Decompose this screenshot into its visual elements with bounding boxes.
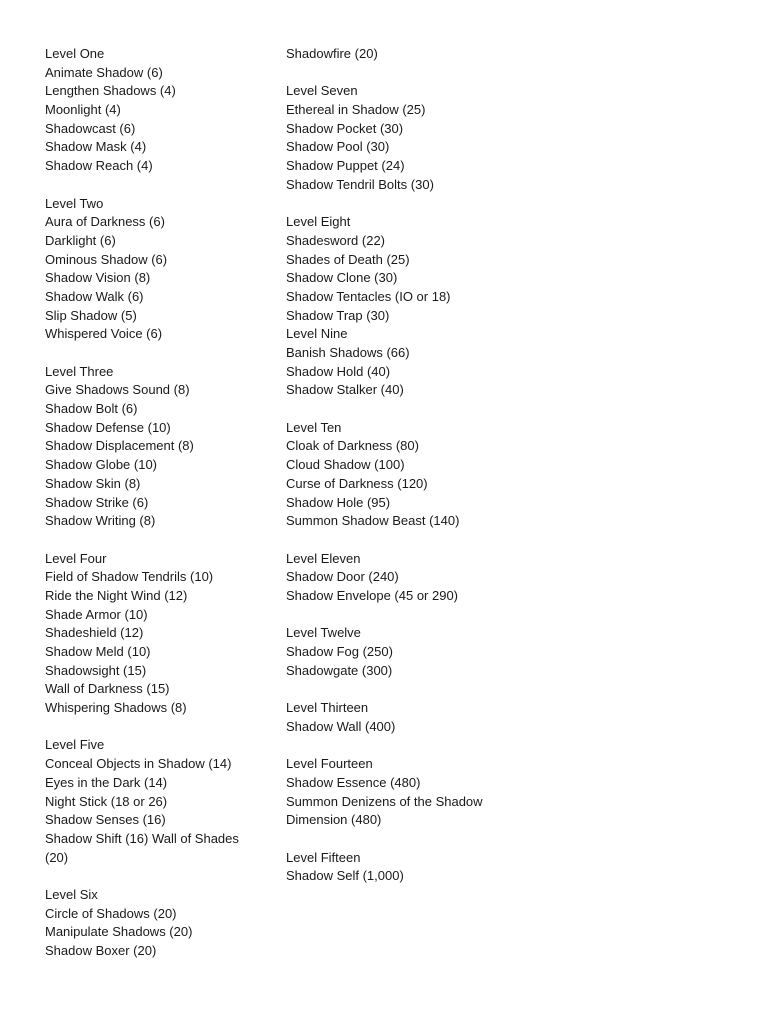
spell-entry: Shadow Pool (30) <box>286 139 390 155</box>
spell-entry: Shadow Displacement (8) <box>45 438 194 454</box>
level-heading: Level One <box>45 46 105 61</box>
spell-entry: Dimension (480) <box>286 812 382 828</box>
spell-entry: Shadow Vision (8) <box>45 270 151 286</box>
blank-line <box>286 606 516 625</box>
spell-entry: Shadow Walk (6) <box>45 288 144 304</box>
spell-entry: Night Stick (18 or 26) <box>45 793 168 809</box>
spell-entry: Shadow Stalker (40) <box>286 382 404 398</box>
spell-entry: Animate Shadow (6) <box>45 64 163 80</box>
spell-entry: Shadow Senses (16) <box>45 812 166 828</box>
spell-entry: Shadow Tentacles (IO or 18) <box>286 288 451 304</box>
blank-line <box>286 680 516 699</box>
spell-entry: Shade Armor (10) <box>45 606 148 622</box>
spell-entry: Shadow Self (1,000) <box>286 868 404 884</box>
spell-entry: Shadow Clone (30) <box>286 270 398 286</box>
level-heading: Level Nine <box>286 326 348 342</box>
spell-entry: Shadow Mask (4) <box>45 139 147 155</box>
spell-entry: Shadow Trap (30) <box>286 307 390 323</box>
level-heading: Level Two <box>45 195 104 211</box>
spell-entry: Shadowfire (20) <box>286 46 378 61</box>
spell-entry: Shadow Wall (400) <box>286 718 396 734</box>
spell-entry: Field of Shadow Tendrils (10) <box>45 569 214 585</box>
blank-line <box>45 531 275 550</box>
right-column <box>286 45 516 886</box>
spell-entry: Shadeshield (12) <box>45 625 144 641</box>
spell-entry: Ride the Night Wind (12) <box>45 587 188 603</box>
spell-entry: Aura of Darkness (6) <box>45 214 165 230</box>
spell-entry: Wall of Darkness (15) <box>45 681 170 697</box>
spell-entry: Shadow Skin (8) <box>45 475 141 491</box>
blank-line <box>45 718 275 737</box>
blank-line <box>286 736 516 755</box>
blank-line <box>286 64 516 83</box>
spell-entry: Shadowsight (15) <box>45 662 147 678</box>
spell-entry: Shadow Defense (10) <box>45 419 171 435</box>
blank-line <box>286 830 516 849</box>
spell-entry: Eyes in the Dark (14) <box>45 774 168 790</box>
spell-entry: Shadow Hold (40) <box>286 363 391 379</box>
left-column <box>45 45 275 961</box>
blank-line <box>286 400 516 419</box>
level-heading: Level Six <box>45 886 98 902</box>
level-heading: Level Eight <box>286 214 351 230</box>
blank-line <box>45 867 275 886</box>
level-heading: Level Twelve <box>286 625 361 641</box>
spell-entry: Shadow Meld (10) <box>45 644 151 659</box>
spell-entry: Shadow Tendril Bolts (30) <box>286 176 434 192</box>
level-heading: Level Thirteen <box>286 700 369 716</box>
blank-line <box>286 531 516 550</box>
spell-entry: Shadow Globe (10) <box>45 457 158 473</box>
spell-entry: Shadowcast (6) <box>45 120 136 136</box>
level-heading: Level Fifteen <box>286 849 361 865</box>
spell-entry: Give Shadows Sound (8) <box>45 382 190 398</box>
spell-entry: Shades of Death (25) <box>286 251 410 267</box>
blank-line <box>45 176 275 195</box>
spell-entry: Circle of Shadows (20) <box>45 905 177 921</box>
blank-line <box>45 344 275 363</box>
spell-entry: Shadowgate (300) <box>286 662 393 678</box>
spell-entry: Ethereal in Shadow (25) <box>286 102 426 118</box>
spell-entry: Shadesword (22) <box>286 232 385 248</box>
spell-entry: Whispering Shadows (8) <box>45 700 187 716</box>
spell-entry: Shadow Strike (6) <box>45 494 149 510</box>
spell-entry: Shadow Pocket (30) <box>286 120 404 136</box>
spell-entry: Slip Shadow (5) <box>45 307 137 323</box>
blank-line <box>286 195 516 214</box>
spell-entry: Whispered Voice (6) <box>45 326 163 342</box>
level-heading: Level Fourteen <box>286 756 373 772</box>
spell-entry: Shadow Hole (95) <box>286 494 391 510</box>
spell-entry: Shadow Boxer (20) <box>45 943 157 958</box>
spell-entry: Curse of Darkness (120) <box>286 475 428 491</box>
spell-entry: Shadow Shift (16) Wall of Shades <box>45 830 239 846</box>
spell-entry: Manipulate Shadows (20) <box>45 924 193 940</box>
spell-entry: Cloud Shadow (100) <box>286 457 405 473</box>
spell-entry: Lengthen Shadows (4) <box>45 83 176 99</box>
level-heading: Level Seven <box>286 83 358 99</box>
spell-entry: Summon Shadow Beast (140) <box>286 513 460 529</box>
spell-entry: Shadow Puppet (24) <box>286 158 405 174</box>
spell-entry: Shadow Writing (8) <box>45 513 156 529</box>
level-heading: Level Five <box>45 737 105 753</box>
level-heading: Level Ten <box>286 419 342 435</box>
spell-entry: Shadow Door (240) <box>286 569 399 585</box>
spell-entry: Moonlight (4) <box>45 102 121 118</box>
spell-entry: Ominous Shadow (6) <box>45 251 168 267</box>
spell-entry: Cloak of Darkness (80) <box>286 438 419 454</box>
spell-entry: Shadow Fog (250) <box>286 644 393 659</box>
spell-entry: Banish Shadows (66) <box>286 345 410 360</box>
spell-entry: Summon Denizens of the Shadow <box>286 793 483 809</box>
spell-entry: Darklight (6) <box>45 232 116 248</box>
level-heading: Level Eleven <box>286 550 361 566</box>
spell-entry: (20) <box>45 849 69 865</box>
spell-entry: Shadow Essence (480) <box>286 774 421 790</box>
level-heading: Level Three <box>45 363 114 379</box>
spell-entry: Shadow Envelope (45 or 290) <box>286 587 459 603</box>
level-heading: Level Four <box>45 550 107 566</box>
spell-entry: Shadow Bolt (6) <box>45 401 138 417</box>
spell-entry: Shadow Reach (4) <box>45 158 153 174</box>
spell-entry: Conceal Objects in Shadow (14) <box>45 756 232 772</box>
